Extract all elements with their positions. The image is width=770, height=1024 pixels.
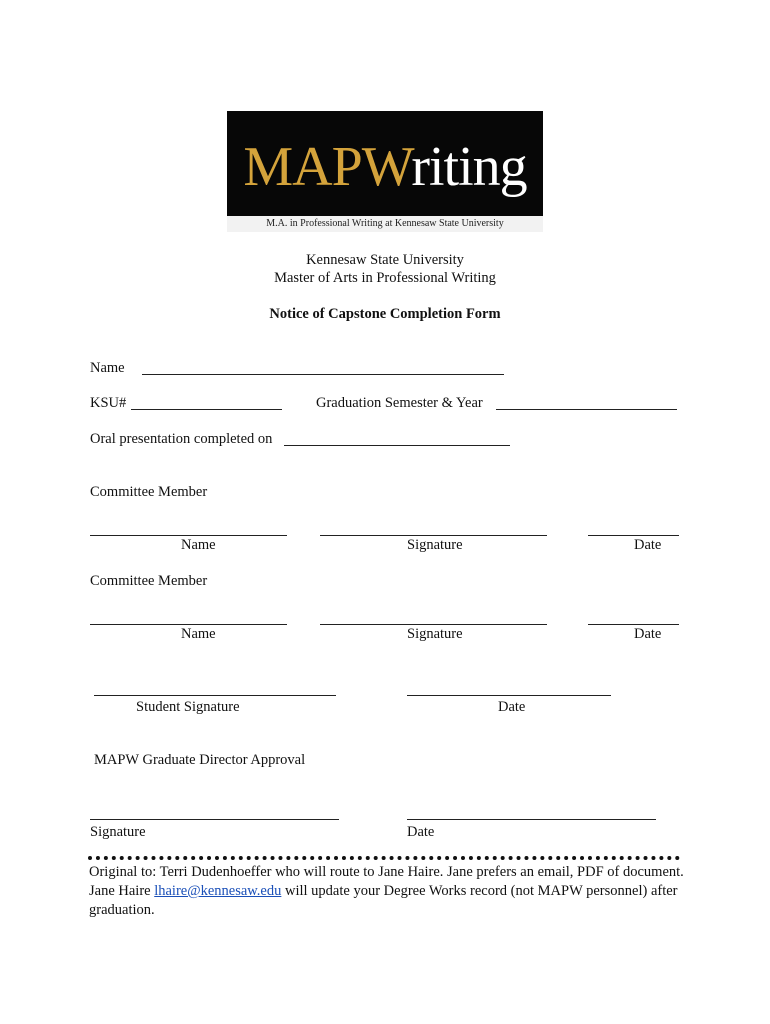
university-name: Kennesaw State University: [306, 252, 464, 268]
director-approval-label: MAPW Graduate Director Approval: [94, 752, 306, 768]
graduation-label: Graduation Semester & Year: [316, 395, 483, 411]
student-signature-line[interactable]: [94, 695, 336, 696]
name-label: Name: [90, 360, 125, 376]
form-title: Notice of Capstone Completion Form: [269, 306, 501, 322]
ksu-label: KSU#: [90, 395, 127, 411]
routing-note: [89, 863, 689, 920]
committee-2-signature-caption: Signature: [407, 626, 463, 642]
logo-wordmark: [227, 137, 543, 197]
director-signature-caption: Signature: [90, 824, 146, 840]
routing-note-text-after: will update your Degree Works record (not MAPW personnel) after graduation.: [89, 883, 678, 918]
student-date-line[interactable]: [407, 695, 611, 696]
email-link[interactable]: lhaire@kennesaw.edu: [154, 883, 282, 899]
oral-presentation-field-line[interactable]: [284, 445, 510, 446]
logo-word-white: riting: [411, 136, 527, 198]
dotted-divider: [88, 856, 680, 860]
student-date-caption: Date: [498, 699, 526, 715]
logo-word-gold: MAPW: [243, 136, 412, 198]
committee-1-signature-caption: Signature: [407, 537, 463, 553]
director-date-caption: Date: [407, 824, 435, 840]
mapw-logo: [227, 111, 543, 232]
committee-1-date-caption: Date: [634, 537, 662, 553]
committee-2-date-caption: Date: [634, 626, 662, 642]
oral-presentation-label: Oral presentation completed on: [90, 431, 273, 447]
committee-member-1-label: Committee Member: [90, 484, 208, 500]
program-name: Master of Arts in Professional Writing: [274, 270, 496, 286]
committee-1-name-caption: Name: [181, 537, 216, 553]
routing-note-text-before: Original to: Terri Dudenhoeffer who will route to Jane Haire. Jane prefers an email, PDF of document. Jane Haire: [89, 864, 684, 899]
director-signature-line[interactable]: [90, 819, 339, 820]
committee-member-2-label: Committee Member: [90, 573, 208, 589]
ksu-field-line[interactable]: [131, 409, 282, 410]
student-signature-caption: Student Signature: [136, 699, 240, 715]
graduation-field-line[interactable]: [496, 409, 677, 410]
director-date-line[interactable]: [407, 819, 656, 820]
logo-subtitle: M.A. in Professional Writing at Kennesaw State University: [227, 216, 543, 232]
committee-2-name-caption: Name: [181, 626, 216, 642]
name-field-line[interactable]: [142, 374, 504, 375]
